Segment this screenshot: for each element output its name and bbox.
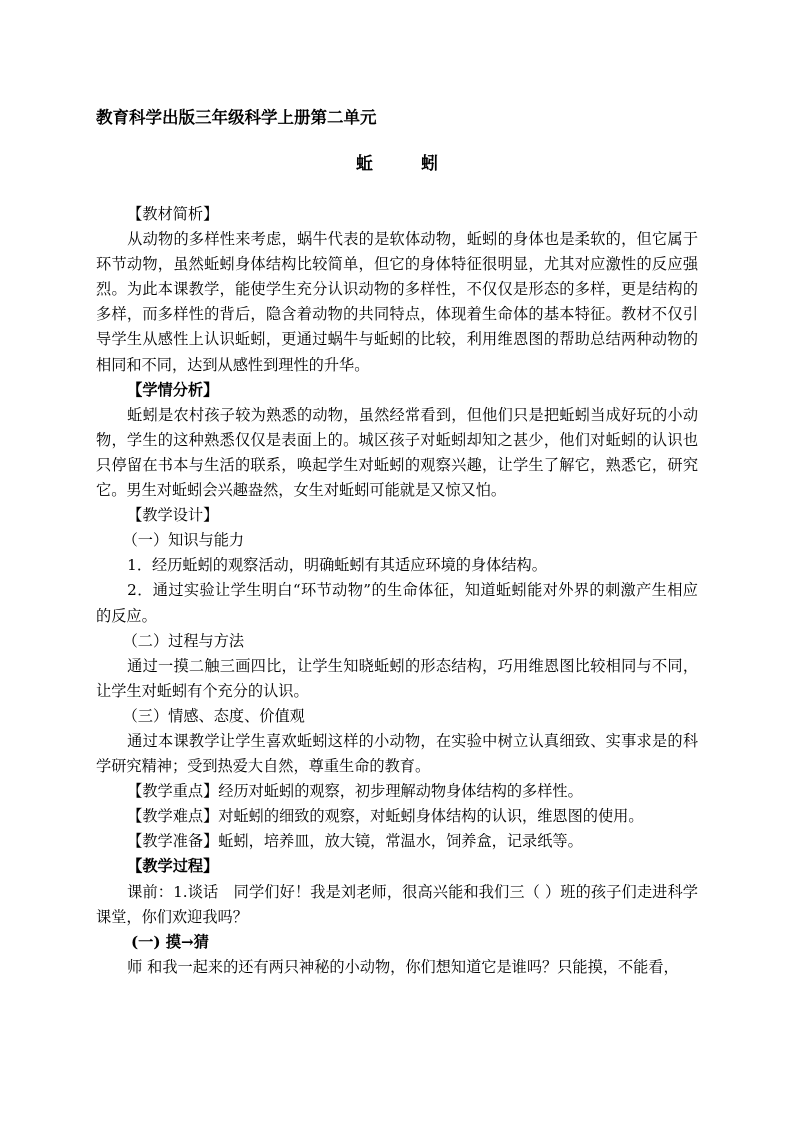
process-paragraph: 通过一摸二触三画四比，让学生知晓蚯蚓的形态结构，巧用维恩图比较相同与不同，让学生对蚯蚓有个充分的认识。 bbox=[96, 656, 698, 700]
difficulty-tag: 【教学难点】 bbox=[127, 807, 219, 826]
knowledge-item-1: 1．经历蚯蚓的观察活动，明确蚯蚓有其适应环境的身体结构。 bbox=[127, 556, 547, 575]
step1-paragraph: 师 和我一起来的还有两只神秘的小动物，你们想知道它是谁吗？只能摸，不能看， bbox=[127, 957, 679, 976]
key-point-tag: 【教学重点】 bbox=[127, 782, 219, 801]
difficulty-text: 对蚯蚓的细致的观察，对蚯蚓身体结构的认识，维恩图的使用。 bbox=[218, 807, 644, 826]
emotion-paragraph: 通过本课教学让学生喜欢蚯蚓这样的小动物，在实验中树立认真细致、实事求是的科学研究精神；受到热爱大自然，尊重生命的教育。 bbox=[96, 731, 698, 776]
knowledge-heading: （一）知识与能力 bbox=[122, 531, 245, 550]
key-point-text: 经历对蚯蚓的观察，初步理解动物身体结构的多样性。 bbox=[218, 782, 583, 801]
preclass-paragraph: 课前：1.谈话 同学们好！我是刘老师，很高兴能和我们三（ ）班的孩子们走进科学课堂，你们欢迎我吗？ bbox=[96, 882, 698, 926]
difficulty-line bbox=[96, 804, 698, 829]
design-heading: 【教学设计】 bbox=[127, 506, 219, 525]
emotion-heading: （三）情感、态度、价值观 bbox=[122, 706, 305, 725]
material-heading: 【教材简析】 bbox=[127, 205, 219, 223]
preparation-text: 蚯蚓，培养皿，放大镜，常温水，饲养盒，记录纸等。 bbox=[218, 832, 583, 851]
material-paragraph: 从动物的多样性来考虑，蜗牛代表的是软体动物，蚯蚓的身体也是柔软的，但它属于环节动物，虽然蚯蚓身体结构比较简单，但它的身体特征很明显，尤其对应激性的反应强烈。为此本课教学，能使学生充分认识动物的多样性，不仅仅是形态的多样，更是结构的多样，而多样性的背后，隐含着动物的共同特点，体现着生命体的基本特征。教材不仅引导学生从感性上认识蚯蚓，更通过蜗牛与蚯蚓的比较，利用维恩图的帮助总结两种动物的相同和不同，达到从感性到理性的升华。 bbox=[96, 230, 698, 374]
knowledge-item-2: 2．通过实验让学生明白“环节动物”的生命体征，知道蚯蚓能对外界的刺激产生相应的反应。 bbox=[96, 581, 698, 625]
learner-heading: 【学情分析】 bbox=[127, 380, 219, 399]
preparation-line bbox=[96, 829, 698, 854]
preparation-tag: 【教学准备】 bbox=[127, 832, 219, 851]
lesson-title bbox=[356, 149, 438, 174]
key-point-line bbox=[96, 779, 698, 804]
learner-paragraph: 蚯蚓是农村孩子较为熟悉的动物，虽然经常看到，但他们只是把蚯蚓当成好玩的小动物，学生的这种熟悉仅仅是表面上的。城区孩子对蚯蚓却知之甚少，他们对蚯蚓的认识也只停留在书本与生活的联系，唤起学生对蚯蚓的观察兴趣，让学生了解它，熟悉它，研究它。男生对蚯蚓会兴趣盎然，女生对蚯蚓可能就是又惊又怕。 bbox=[96, 405, 698, 500]
title-char-left: 蚯 bbox=[356, 154, 373, 174]
procedure-heading: 【教学过程】 bbox=[127, 857, 219, 876]
step1-heading: (一) 摸→猜 bbox=[130, 932, 209, 951]
document-body bbox=[96, 202, 698, 980]
process-heading: （二）过程与方法 bbox=[122, 631, 245, 650]
title-char-right: 蚓 bbox=[421, 154, 438, 174]
subject-line: 教育科学出版三年级科学上册第二单元 bbox=[96, 108, 377, 127]
